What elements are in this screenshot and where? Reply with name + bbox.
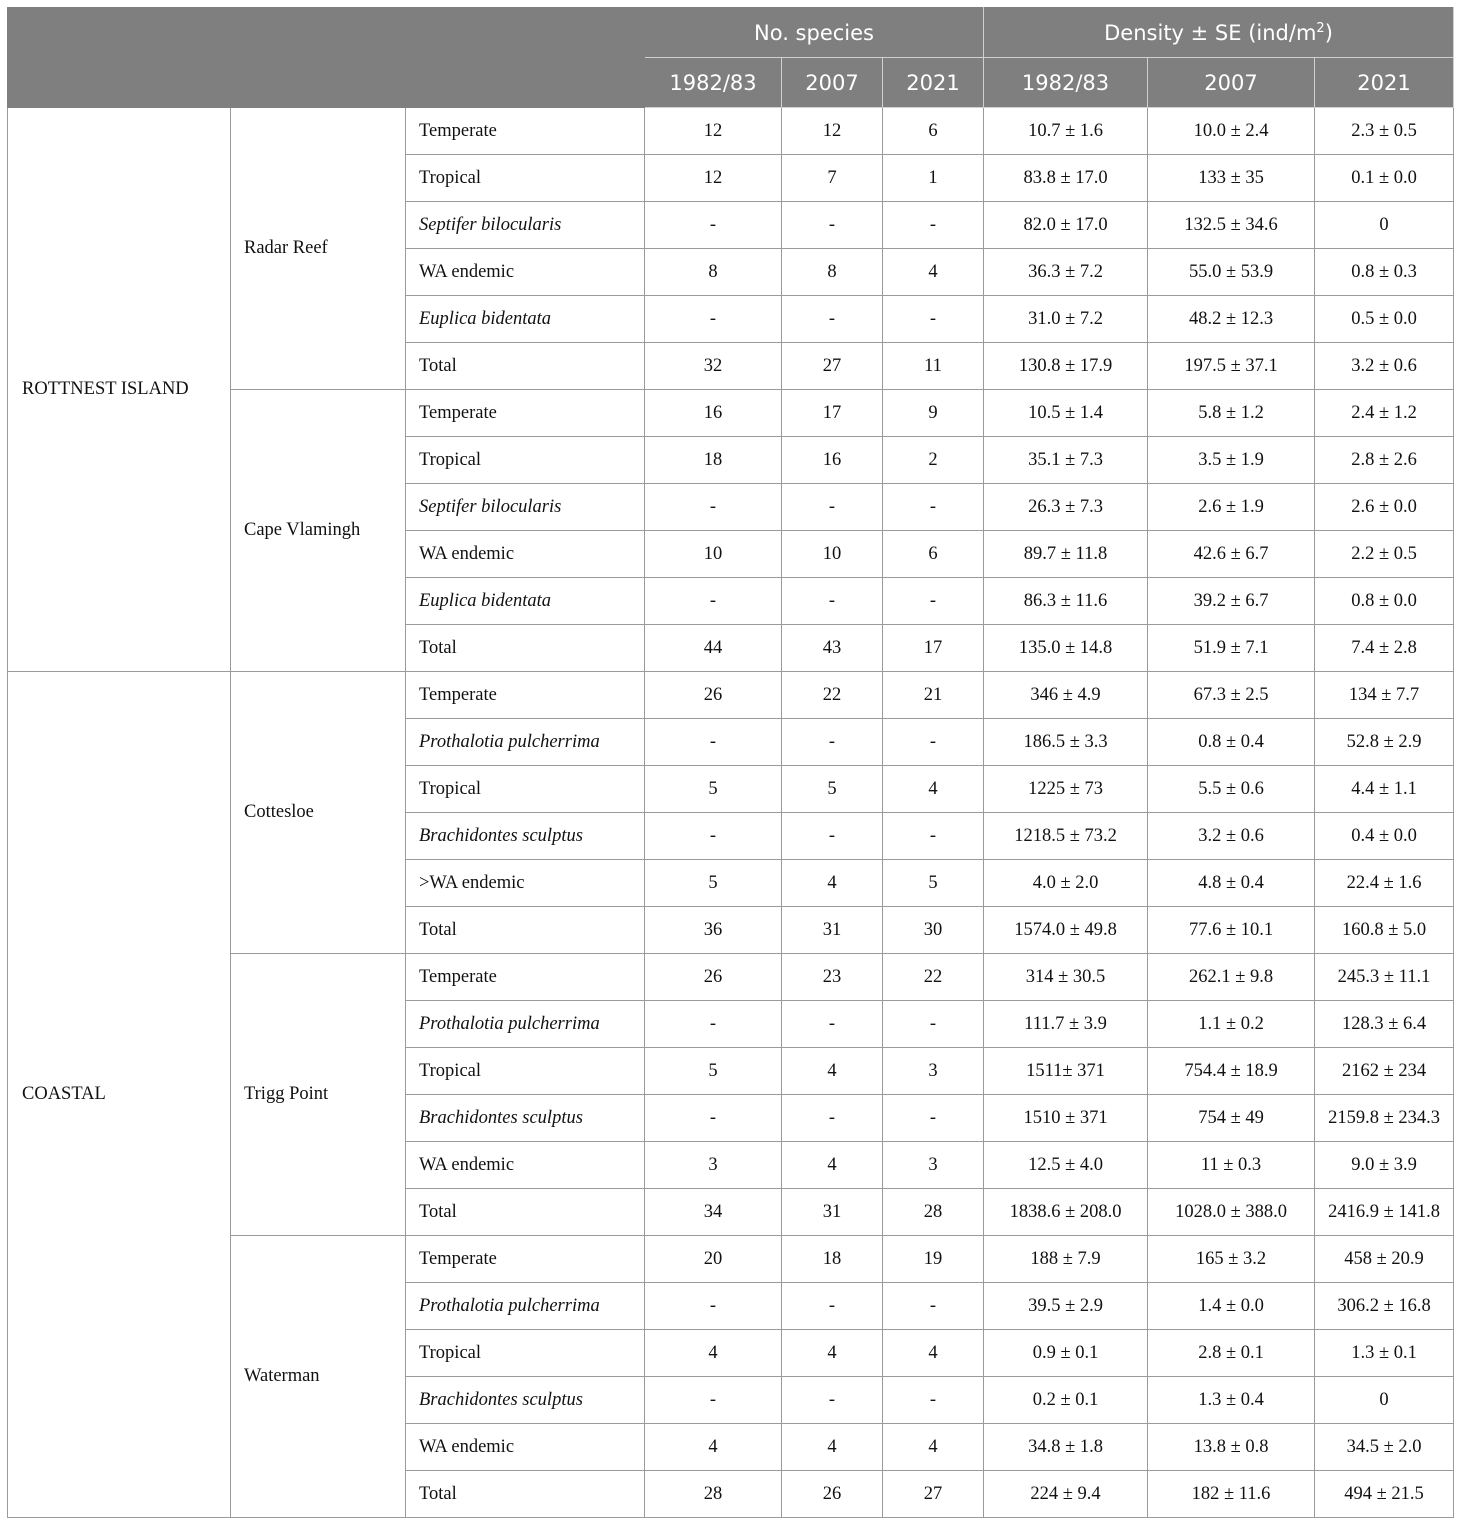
species-count-cell: 9 [883,390,984,437]
density-cell: 1028.0 ± 388.0 [1148,1189,1315,1236]
category-cell: Prothalotia pulcherrima [406,1283,645,1330]
species-count-cell: 5 [883,860,984,907]
species-count-cell: 22 [782,672,883,719]
species-count-cell: 10 [782,531,883,578]
density-cell: 128.3 ± 6.4 [1315,1001,1454,1048]
species-count-cell: 27 [782,343,883,390]
density-cell: 458 ± 20.9 [1315,1236,1454,1283]
species-count-cell: 5 [645,766,782,813]
density-cell: 133 ± 35 [1148,155,1315,202]
density-cell: 2.6 ± 0.0 [1315,484,1454,531]
category-cell: Euplica bidentata [406,296,645,343]
category-cell: Total [406,907,645,954]
species-count-cell: 4 [782,860,883,907]
category-cell: WA endemic [406,249,645,296]
density-cell: 82.0 ± 17.0 [984,202,1148,249]
density-cell: 1.1 ± 0.2 [1148,1001,1315,1048]
species-count-cell: 30 [883,907,984,954]
header-year-density-2: 2007 [1148,58,1315,108]
site-cell: Radar Reef [231,108,406,390]
species-count-cell: 31 [782,1189,883,1236]
density-cell: 3.2 ± 0.6 [1148,813,1315,860]
region-cell: COASTAL [8,672,231,1518]
species-count-cell: - [645,484,782,531]
density-cell: 197.5 ± 37.1 [1148,343,1315,390]
density-cell: 0.4 ± 0.0 [1315,813,1454,860]
species-count-cell: 23 [782,954,883,1001]
species-count-cell: - [883,813,984,860]
species-count-cell: - [883,1001,984,1048]
species-count-cell: - [645,1095,782,1142]
category-cell: Total [406,343,645,390]
density-cell: 1225 ± 73 [984,766,1148,813]
species-count-cell: 4 [645,1424,782,1471]
site-cell: Cottesloe [231,672,406,954]
header-year-density-1: 1982/83 [984,58,1148,108]
category-cell: Temperate [406,954,645,1001]
category-cell: Prothalotia pulcherrima [406,719,645,766]
species-count-cell: - [645,578,782,625]
header-year-species-2: 2007 [782,58,883,108]
species-count-cell: - [883,296,984,343]
density-cell: 10.0 ± 2.4 [1148,108,1315,155]
density-cell: 4.0 ± 2.0 [984,860,1148,907]
species-count-cell: 2 [883,437,984,484]
header-density [984,8,1454,58]
species-count-cell: - [883,1377,984,1424]
density-cell: 0.8 ± 0.0 [1315,578,1454,625]
species-count-cell: - [883,484,984,531]
density-cell: 754 ± 49 [1148,1095,1315,1142]
density-cell: 39.5 ± 2.9 [984,1283,1148,1330]
category-cell: WA endemic [406,1142,645,1189]
species-count-cell: - [883,1095,984,1142]
species-count-cell: 8 [645,249,782,296]
density-cell: 77.6 ± 10.1 [1148,907,1315,954]
density-cell: 1.3 ± 0.1 [1315,1330,1454,1377]
header-year-density-3: 2021 [1315,58,1454,108]
species-count-cell: 4 [782,1424,883,1471]
density-cell: 306.2 ± 16.8 [1315,1283,1454,1330]
species-count-cell: - [645,296,782,343]
species-count-cell: 34 [645,1189,782,1236]
species-count-cell: - [782,578,883,625]
table-header [8,8,1454,108]
species-count-cell: 5 [782,766,883,813]
species-count-cell: - [782,1095,883,1142]
species-count-cell: 16 [645,390,782,437]
density-cell: 1218.5 ± 73.2 [984,813,1148,860]
density-cell: 13.8 ± 0.8 [1148,1424,1315,1471]
species-count-cell: 16 [782,437,883,484]
category-cell: Tropical [406,1330,645,1377]
density-cell: 0.9 ± 0.1 [984,1330,1148,1377]
density-cell: 42.6 ± 6.7 [1148,531,1315,578]
species-count-cell: - [883,719,984,766]
header-density-sup: 2 [1316,20,1325,36]
species-count-cell: 27 [883,1471,984,1518]
density-cell: 34.8 ± 1.8 [984,1424,1148,1471]
density-cell: 3.2 ± 0.6 [1315,343,1454,390]
header-year-species-1: 1982/83 [645,58,782,108]
density-cell: 4.8 ± 0.4 [1148,860,1315,907]
density-cell: 1511± 371 [984,1048,1148,1095]
density-cell: 22.4 ± 1.6 [1315,860,1454,907]
density-cell: 1838.6 ± 208.0 [984,1189,1148,1236]
density-cell: 51.9 ± 7.1 [1148,625,1315,672]
density-cell: 67.3 ± 2.5 [1148,672,1315,719]
density-cell: 135.0 ± 14.8 [984,625,1148,672]
density-cell: 83.8 ± 17.0 [984,155,1148,202]
density-cell: 160.8 ± 5.0 [1315,907,1454,954]
density-cell: 10.5 ± 1.4 [984,390,1148,437]
density-cell: 89.7 ± 11.8 [984,531,1148,578]
header-row-groups [8,8,1454,58]
category-cell: Tropical [406,155,645,202]
header-density-prefix: Density ± SE (ind/m [1104,20,1317,45]
species-count-cell: 1 [883,155,984,202]
category-cell: Brachidontes sculptus [406,1377,645,1424]
category-cell: Tropical [406,1048,645,1095]
species-count-cell: - [645,719,782,766]
density-cell: 754.4 ± 18.9 [1148,1048,1315,1095]
density-cell: 182 ± 11.6 [1148,1471,1315,1518]
species-count-cell: 26 [645,672,782,719]
site-cell: Waterman [231,1236,406,1518]
density-cell: 35.1 ± 7.3 [984,437,1148,484]
species-count-cell: 43 [782,625,883,672]
density-cell: 224 ± 9.4 [984,1471,1148,1518]
site-cell: Cape Vlamingh [231,390,406,672]
species-count-cell: - [782,719,883,766]
species-count-cell: 19 [883,1236,984,1283]
density-cell: 55.0 ± 53.9 [1148,249,1315,296]
species-count-cell: - [645,1001,782,1048]
species-count-cell: 32 [645,343,782,390]
species-count-cell: 28 [645,1471,782,1518]
density-cell: 0.2 ± 0.1 [984,1377,1148,1424]
species-count-cell: - [782,813,883,860]
species-count-cell: 3 [883,1142,984,1189]
density-cell: 5.8 ± 1.2 [1148,390,1315,437]
category-cell: Tropical [406,437,645,484]
density-cell: 262.1 ± 9.8 [1148,954,1315,1001]
density-cell: 130.8 ± 17.9 [984,343,1148,390]
density-cell: 1574.0 ± 49.8 [984,907,1148,954]
density-cell: 2162 ± 234 [1315,1048,1454,1095]
species-count-cell: 4 [782,1142,883,1189]
species-count-cell: 18 [782,1236,883,1283]
density-cell: 0 [1315,202,1454,249]
density-cell: 1.4 ± 0.0 [1148,1283,1315,1330]
site-cell: Trigg Point [231,954,406,1236]
species-count-cell: 6 [883,108,984,155]
species-count-cell: 26 [782,1471,883,1518]
species-count-cell: 3 [883,1048,984,1095]
category-cell: Total [406,625,645,672]
species-count-cell: 5 [645,1048,782,1095]
density-cell: 86.3 ± 11.6 [984,578,1148,625]
density-cell: 0.5 ± 0.0 [1315,296,1454,343]
density-cell: 1510 ± 371 [984,1095,1148,1142]
category-cell: Brachidontes sculptus [406,813,645,860]
region-cell: ROTTNEST ISLAND [8,108,231,672]
density-cell: 36.3 ± 7.2 [984,249,1148,296]
species-count-cell: 11 [883,343,984,390]
species-count-cell: 4 [883,766,984,813]
category-cell: Temperate [406,108,645,155]
species-count-cell: 6 [883,531,984,578]
density-cell: 134 ± 7.7 [1315,672,1454,719]
species-count-cell: - [645,1377,782,1424]
density-cell: 10.7 ± 1.6 [984,108,1148,155]
species-count-cell: - [883,1283,984,1330]
species-density-table-container [7,7,1453,1518]
category-cell: Prothalotia pulcherrima [406,1001,645,1048]
density-cell: 245.3 ± 11.1 [1315,954,1454,1001]
density-cell: 2.6 ± 1.9 [1148,484,1315,531]
density-cell: 48.2 ± 12.3 [1148,296,1315,343]
table-row [8,672,1454,719]
density-cell: 2.8 ± 2.6 [1315,437,1454,484]
species-count-cell: 22 [883,954,984,1001]
category-cell: Total [406,1471,645,1518]
species-count-cell: 20 [645,1236,782,1283]
density-cell: 0.8 ± 0.4 [1148,719,1315,766]
species-count-cell: 4 [883,249,984,296]
species-count-cell: 17 [883,625,984,672]
density-cell: 0.8 ± 0.3 [1315,249,1454,296]
density-cell: 2.3 ± 0.5 [1315,108,1454,155]
category-cell: Temperate [406,1236,645,1283]
species-count-cell: 4 [782,1330,883,1377]
category-cell: Tropical [406,766,645,813]
species-count-cell: 4 [782,1048,883,1095]
species-count-cell: 12 [782,108,883,155]
species-density-table [7,7,1454,1518]
density-cell: 1.3 ± 0.4 [1148,1377,1315,1424]
density-cell: 165 ± 3.2 [1148,1236,1315,1283]
species-count-cell: 4 [883,1330,984,1377]
density-cell: 186.5 ± 3.3 [984,719,1148,766]
species-count-cell: - [782,1001,883,1048]
species-count-cell: 10 [645,531,782,578]
density-cell: 2.2 ± 0.5 [1315,531,1454,578]
density-cell: 31.0 ± 7.2 [984,296,1148,343]
species-count-cell: 36 [645,907,782,954]
header-no-species: No. species [645,8,984,58]
species-count-cell: - [645,813,782,860]
density-cell: 188 ± 7.9 [984,1236,1148,1283]
species-count-cell: 21 [883,672,984,719]
table-row [8,108,1454,155]
species-count-cell: - [883,578,984,625]
header-blank-cell [8,8,645,108]
species-count-cell: 4 [883,1424,984,1471]
header-density-suffix: ) [1324,20,1333,45]
species-count-cell: 3 [645,1142,782,1189]
species-count-cell: - [645,1283,782,1330]
category-cell: WA endemic [406,1424,645,1471]
species-count-cell: 17 [782,390,883,437]
header-year-species-3: 2021 [883,58,984,108]
species-count-cell: - [645,202,782,249]
species-count-cell: - [883,202,984,249]
species-count-cell: - [782,1377,883,1424]
density-cell: 34.5 ± 2.0 [1315,1424,1454,1471]
density-cell: 26.3 ± 7.3 [984,484,1148,531]
density-cell: 494 ± 21.5 [1315,1471,1454,1518]
species-count-cell: 26 [645,954,782,1001]
density-cell: 4.4 ± 1.1 [1315,766,1454,813]
species-count-cell: 4 [645,1330,782,1377]
species-count-cell: 5 [645,860,782,907]
species-count-cell: - [782,296,883,343]
density-cell: 314 ± 30.5 [984,954,1148,1001]
density-cell: 2159.8 ± 234.3 [1315,1095,1454,1142]
category-cell: Septifer bilocularis [406,484,645,531]
species-count-cell: - [782,202,883,249]
density-cell: 2.8 ± 0.1 [1148,1330,1315,1377]
density-cell: 0 [1315,1377,1454,1424]
density-cell: 11 ± 0.3 [1148,1142,1315,1189]
density-cell: 5.5 ± 0.6 [1148,766,1315,813]
species-count-cell: 44 [645,625,782,672]
species-count-cell: - [782,484,883,531]
species-count-cell: 31 [782,907,883,954]
density-cell: 9.0 ± 3.9 [1315,1142,1454,1189]
category-cell: >WA endemic [406,860,645,907]
category-cell: Total [406,1189,645,1236]
category-cell: Brachidontes sculptus [406,1095,645,1142]
species-count-cell: 18 [645,437,782,484]
species-count-cell: 12 [645,155,782,202]
species-count-cell: 12 [645,108,782,155]
species-count-cell: 8 [782,249,883,296]
density-cell: 0.1 ± 0.0 [1315,155,1454,202]
density-cell: 7.4 ± 2.8 [1315,625,1454,672]
species-count-cell: - [782,1283,883,1330]
density-cell: 132.5 ± 34.6 [1148,202,1315,249]
category-cell: WA endemic [406,531,645,578]
category-cell: Septifer bilocularis [406,202,645,249]
density-cell: 2416.9 ± 141.8 [1315,1189,1454,1236]
category-cell: Temperate [406,672,645,719]
species-count-cell: 7 [782,155,883,202]
density-cell: 39.2 ± 6.7 [1148,578,1315,625]
category-cell: Euplica bidentata [406,578,645,625]
density-cell: 346 ± 4.9 [984,672,1148,719]
density-cell: 52.8 ± 2.9 [1315,719,1454,766]
density-cell: 2.4 ± 1.2 [1315,390,1454,437]
category-cell: Temperate [406,390,645,437]
species-count-cell: 28 [883,1189,984,1236]
density-cell: 111.7 ± 3.9 [984,1001,1148,1048]
density-cell: 3.5 ± 1.9 [1148,437,1315,484]
table-body [8,108,1454,1518]
density-cell: 12.5 ± 4.0 [984,1142,1148,1189]
